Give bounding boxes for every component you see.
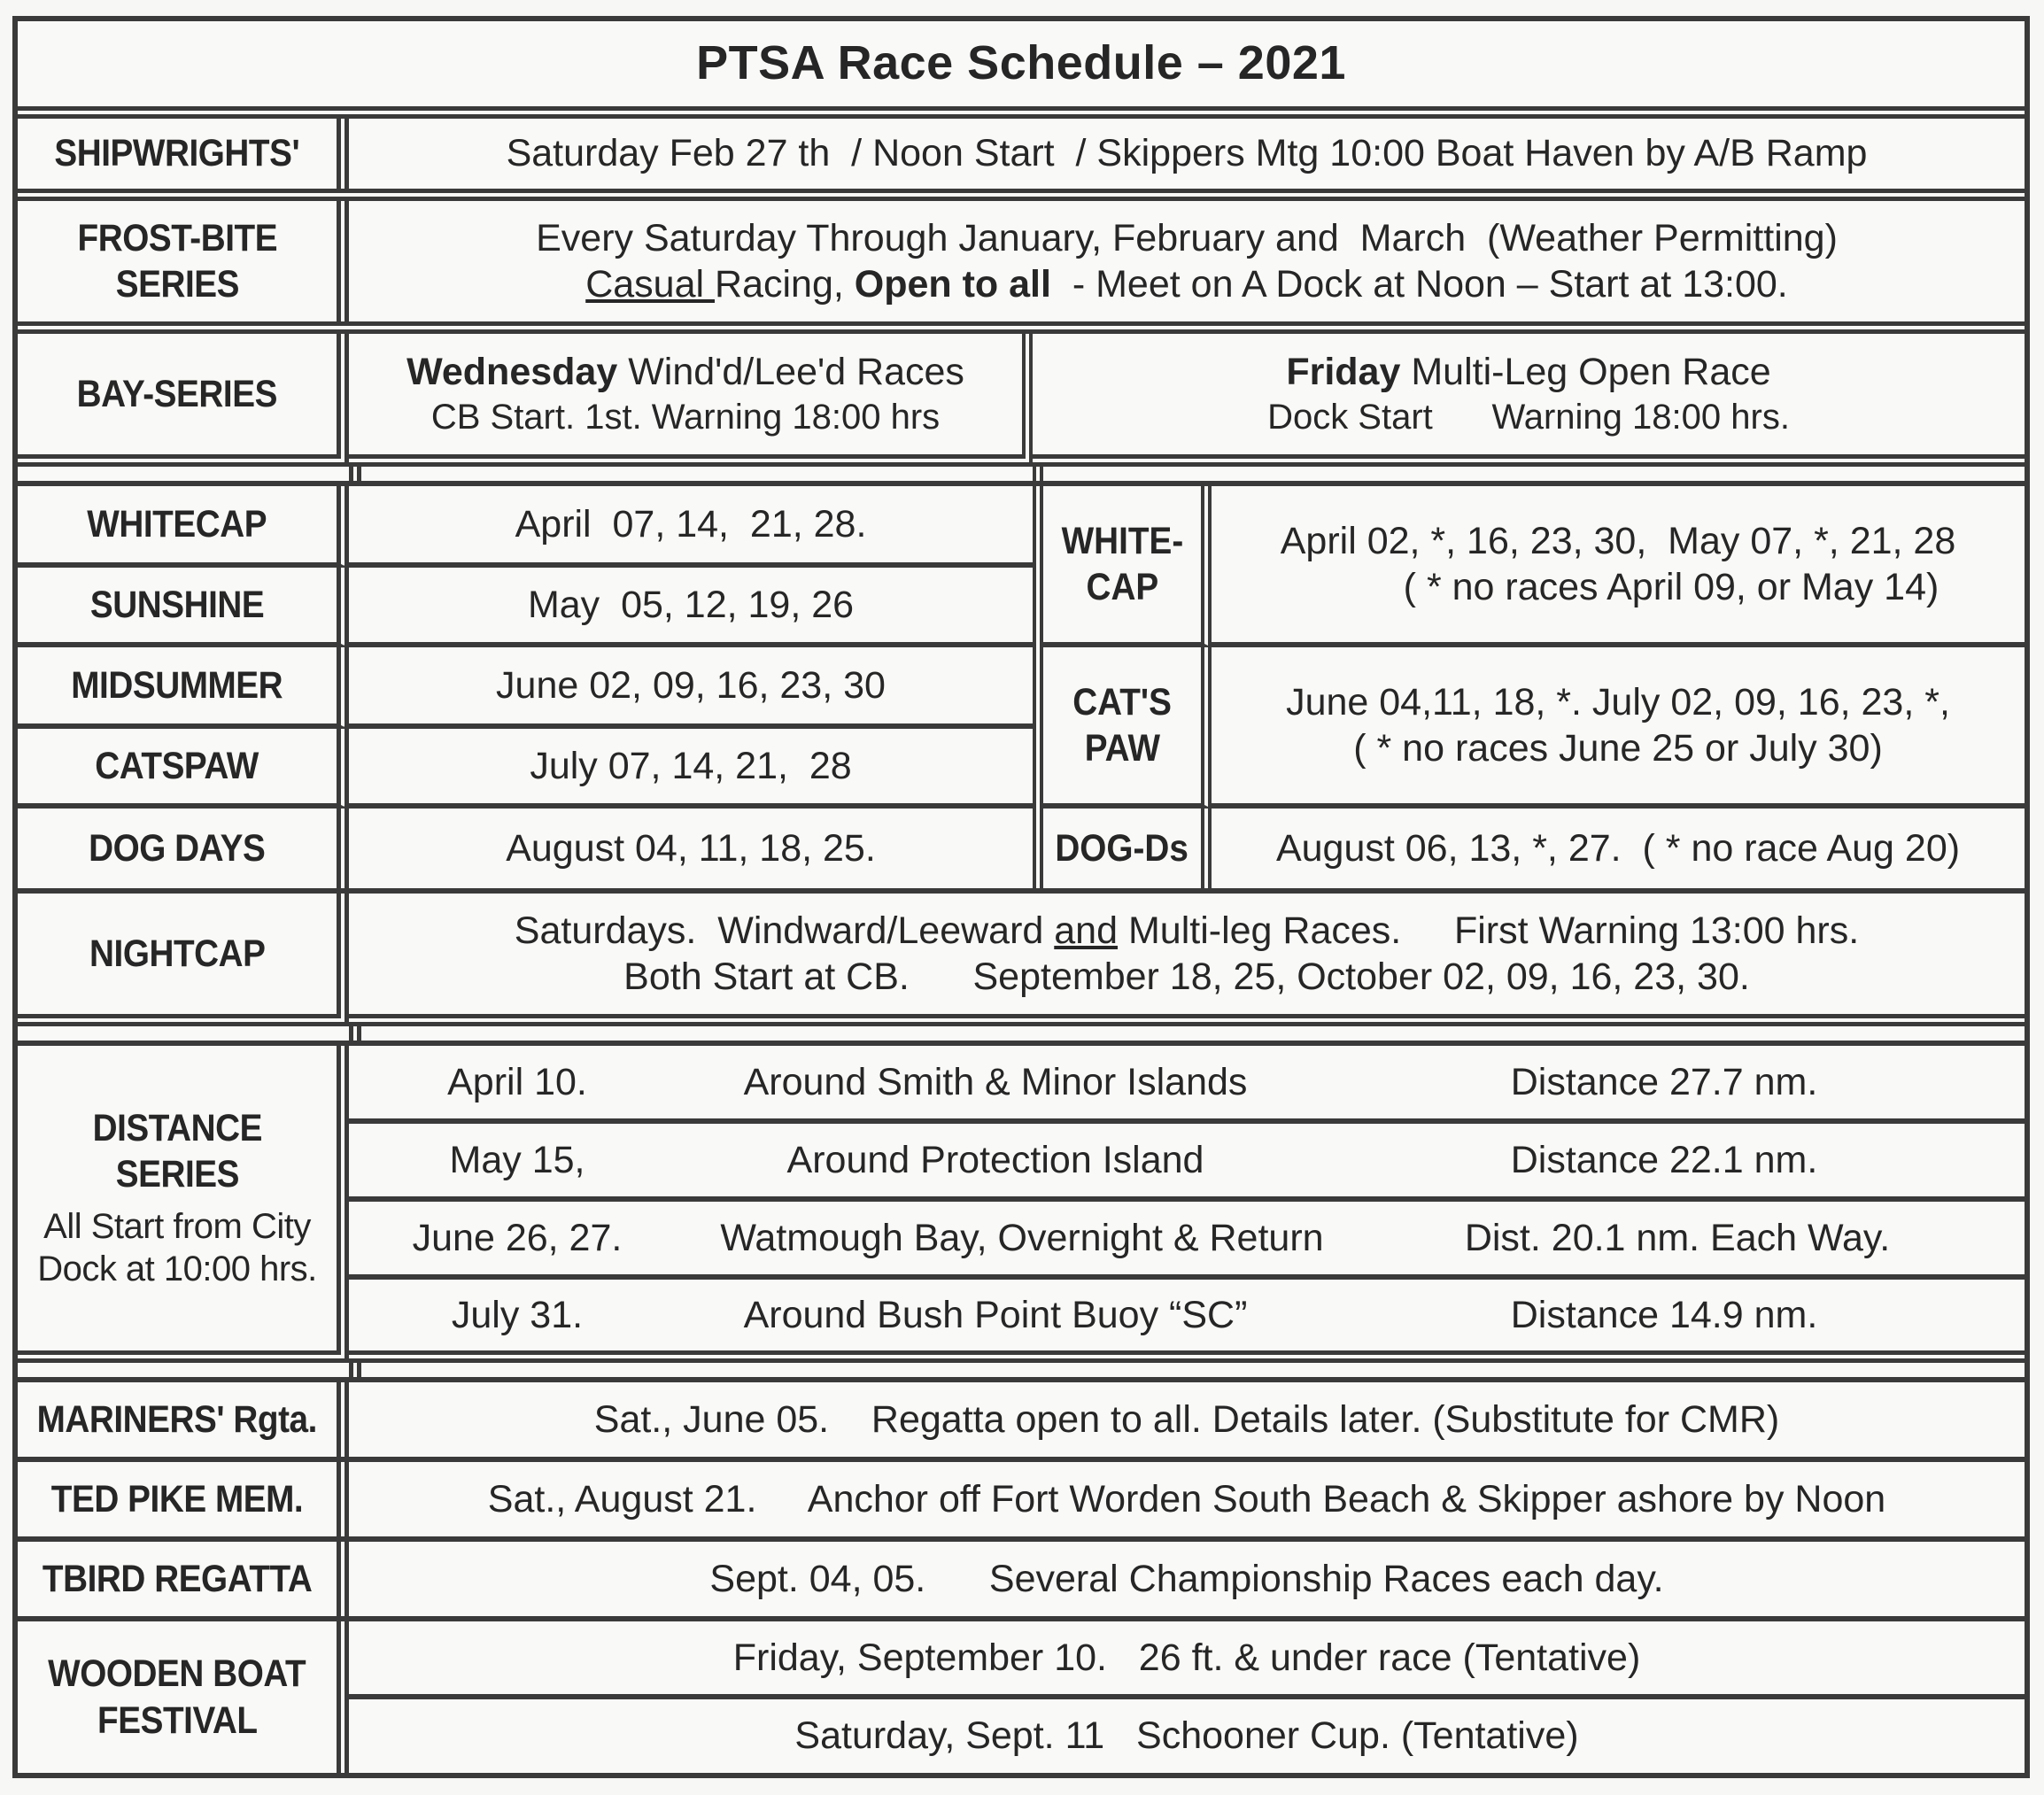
title-row — [18, 21, 2025, 119]
frostbite-details: Every Saturday Through January, February and March (Weather Permitting) Casual Racing, Open to all - Meet on A Dock at Noon – Start at 13:00. — [536, 216, 1838, 306]
distance-series-row — [18, 1046, 2025, 1382]
wednesday-dates: July 07, 14, 21, 28 — [349, 729, 1033, 809]
race-schedule-table — [12, 16, 2030, 1778]
page-title: PTSA Race Schedule – 2021 — [696, 36, 1346, 90]
row-label: TBIRD REGATTA — [18, 1542, 349, 1616]
row-label: BAY-SERIES — [18, 334, 349, 467]
wednesday-dates: May 05, 12, 19, 26 — [349, 568, 1033, 647]
wednesday-series-header: Wednesday Wind'd/Lee'd Races CB Start. 1st. Warning 18:00 hrs — [349, 334, 1033, 467]
distance-race: May 15, Around Protection Island Distance 22.1 nm. — [349, 1124, 2025, 1202]
row-label: DISTANCE SERIES All Start from City Dock at 10:00 hrs. — [18, 1046, 349, 1363]
friday-dates: June 04,11, 18, *. July 02, 09, 16, 23, *, ( * no races June 25 or July 30) — [1212, 647, 2025, 809]
row-label: WOODEN BOAT FESTIVAL — [18, 1621, 349, 1773]
shipwrights-row — [18, 119, 2025, 201]
wooden-boat-details — [349, 1621, 2025, 1773]
row-label: SHIPWRIGHTS' — [18, 119, 349, 189]
wooden-boat-row — [18, 1621, 2025, 1773]
wooden-boat-saturday: Saturday, Sept. 11 Schooner Cup. (Tentative) — [794, 1714, 1579, 1757]
friday-row-label: CAT'S PAW — [1043, 647, 1212, 809]
distance-race: April 10. Around Smith & Minor Islands Distance 27.7 nm. — [349, 1046, 2025, 1124]
distance-race: July 31. Around Bush Point Buoy “SC” Distance 14.9 nm. — [451, 1293, 1818, 1336]
shipwrights-details: Saturday Feb 27 th / Noon Start / Skippers Mtg 10:00 Boat Haven by A/B Ramp — [506, 132, 1868, 175]
friday-dates: August 06, 13, *, 27. ( * no race Aug 20) — [1275, 826, 1961, 870]
wooden-boat-friday: Friday, September 10. 26 ft. & under race (Tentative) — [349, 1621, 2025, 1699]
bay-series-row — [18, 334, 2025, 486]
friday-dates: April 02, *, 16, 23, 30, May 07, *, 21, 28 ( * no races April 09, or May 14) — [1212, 486, 2025, 647]
distance-race: June 26, 27. Watmough Bay, Overnight & Return Dist. 20.1 nm. Each Way. — [349, 1202, 2025, 1280]
row-label: MIDSUMMER — [18, 647, 349, 729]
wednesday-dates: August 04, 11, 18, 25. — [506, 826, 876, 870]
bay-series-grid — [18, 486, 2025, 894]
frostbite-row — [18, 201, 2025, 334]
row-label: DOG DAYS — [18, 809, 349, 888]
wednesday-dates: April 07, 14, 21, 28. — [349, 486, 1033, 568]
distance-races — [349, 1046, 2025, 1363]
row-label: SUNSHINE — [18, 568, 349, 647]
mariners-details: Sat., June 05. Regatta open to all. Details later. (Substitute for CMR) — [593, 1397, 1780, 1441]
row-label: TED PIKE MEM. — [18, 1462, 349, 1536]
tbird-row — [18, 1542, 2025, 1621]
row-label: NIGHTCAP — [18, 894, 349, 1026]
nightcap-details: Saturdays. Windward/Leeward and Multi-leg Races. First Warning 13:00 hrs. Both Start at CB. September 18, 25, October 02, 09, 16, 23, 30. — [349, 894, 2025, 1026]
wednesday-dates: June 02, 09, 16, 23, 30 — [349, 647, 1033, 729]
row-label: WHITECAP — [18, 486, 349, 568]
friday-series-header: Friday Multi-Leg Open Race Dock Start Warning 18:00 hrs. — [1033, 334, 2025, 467]
nightcap-row — [18, 894, 2025, 1046]
ted-pike-details: Sat., August 21. Anchor off Fort Worden South Beach & Skipper ashore by Noon — [487, 1477, 1886, 1520]
row-label: CATSPAW — [18, 729, 349, 809]
friday-row-label: WHITE- CAP — [1043, 486, 1212, 647]
mariners-row — [18, 1382, 2025, 1462]
row-label: MARINERS' Rgta. — [18, 1382, 349, 1457]
tbird-details: Sept. 04, 05. Several Championship Races each day. — [709, 1557, 1664, 1600]
friday-row-label: DOG-Ds — [1043, 809, 1212, 888]
row-label: FROST-BITE SERIES — [18, 201, 349, 321]
ted-pike-row — [18, 1462, 2025, 1542]
